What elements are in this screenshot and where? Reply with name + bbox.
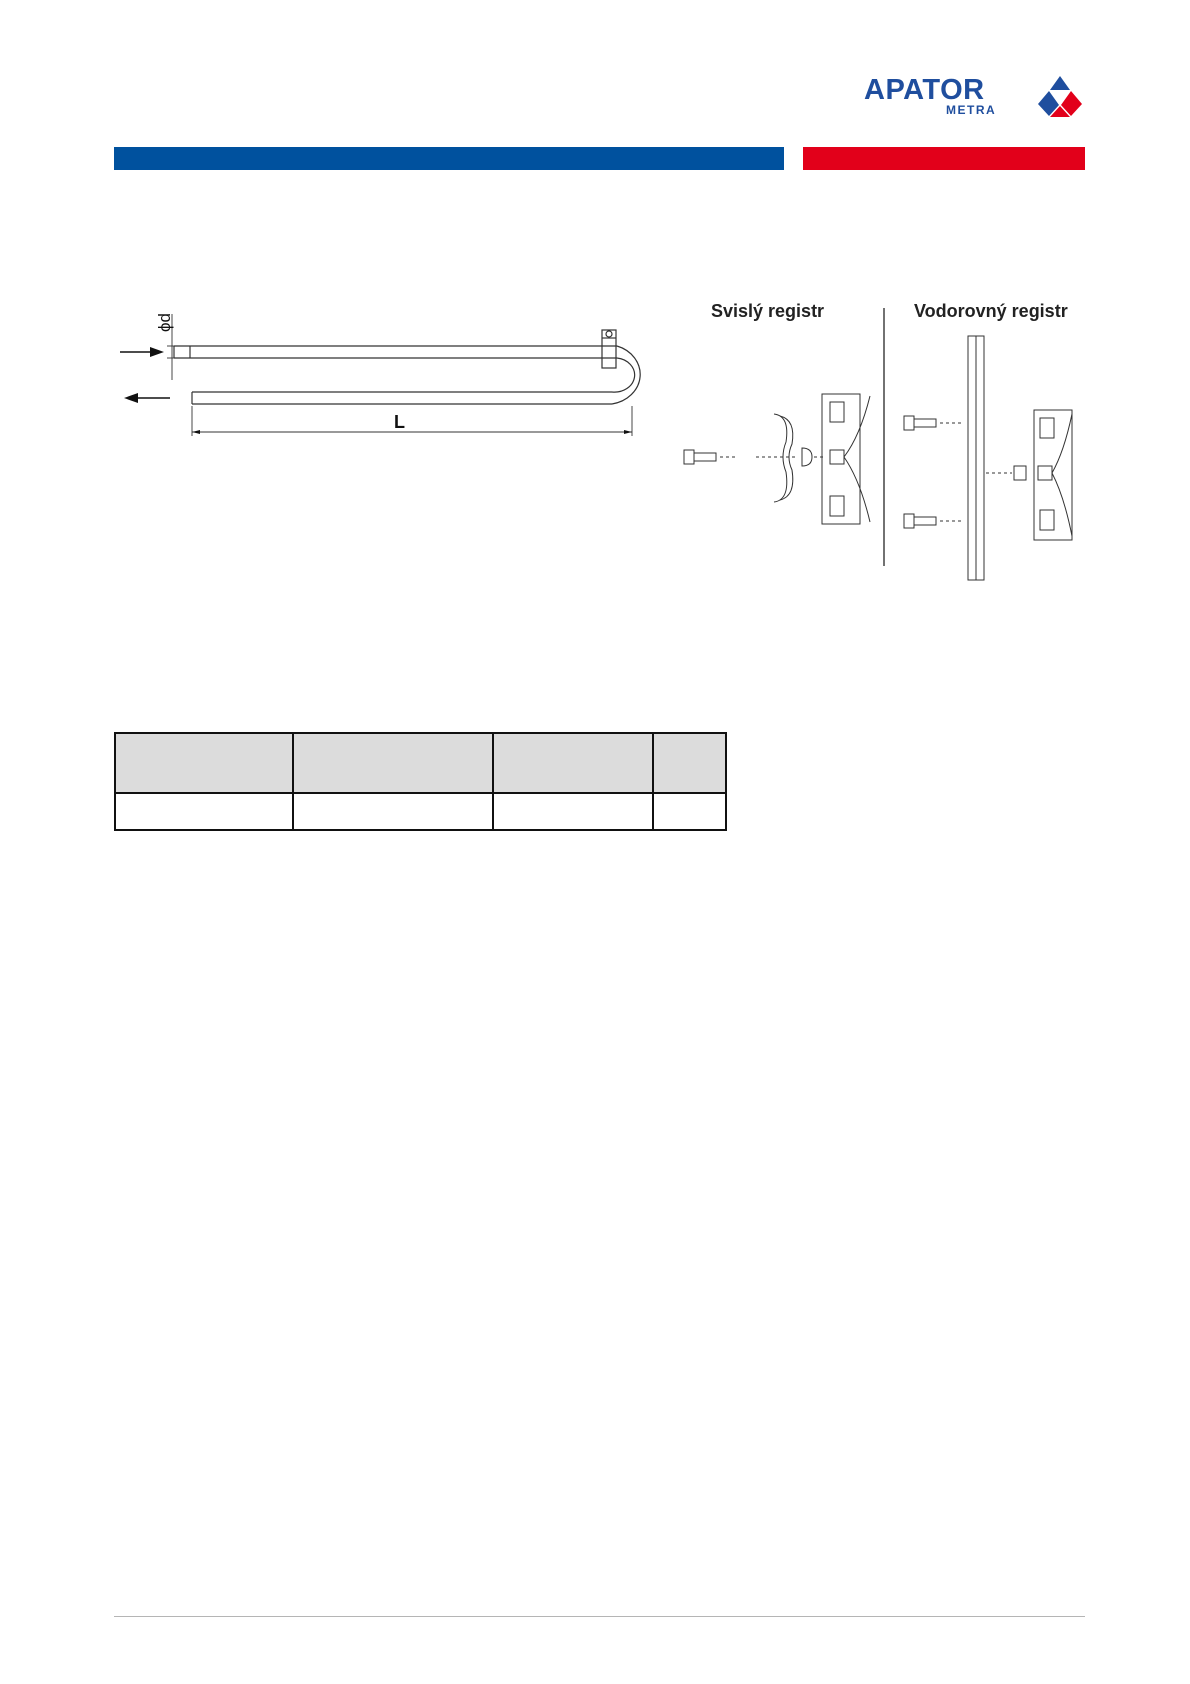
table-cell (293, 793, 493, 830)
length-label: L (394, 412, 405, 432)
specification-table (114, 732, 727, 831)
diameter-label: ϕd (155, 313, 174, 332)
vertical-register-label: Svislý registr (711, 301, 825, 321)
logo-subtitle: METRA (946, 103, 997, 117)
footer-divider (114, 1616, 1085, 1617)
table-header-cell (293, 733, 493, 793)
company-logo (864, 76, 1086, 116)
table-cell (653, 793, 726, 830)
logo-wordmark: APATOR (864, 74, 985, 106)
table-header-cell (653, 733, 726, 793)
table-cell (115, 793, 293, 830)
header-bar-red (803, 147, 1085, 170)
horizontal-register-label: Vodorovný registr (914, 301, 1068, 321)
table-header-row (115, 733, 726, 793)
table-cell (493, 793, 653, 830)
table-header-cell (493, 733, 653, 793)
tube-dimension-drawing (112, 300, 672, 450)
table-header-cell (115, 733, 293, 793)
register-mounting-drawing (672, 296, 1090, 586)
header-bar-blue (114, 147, 784, 170)
logo-mark-icon (1036, 76, 1084, 118)
table-row (115, 793, 726, 830)
